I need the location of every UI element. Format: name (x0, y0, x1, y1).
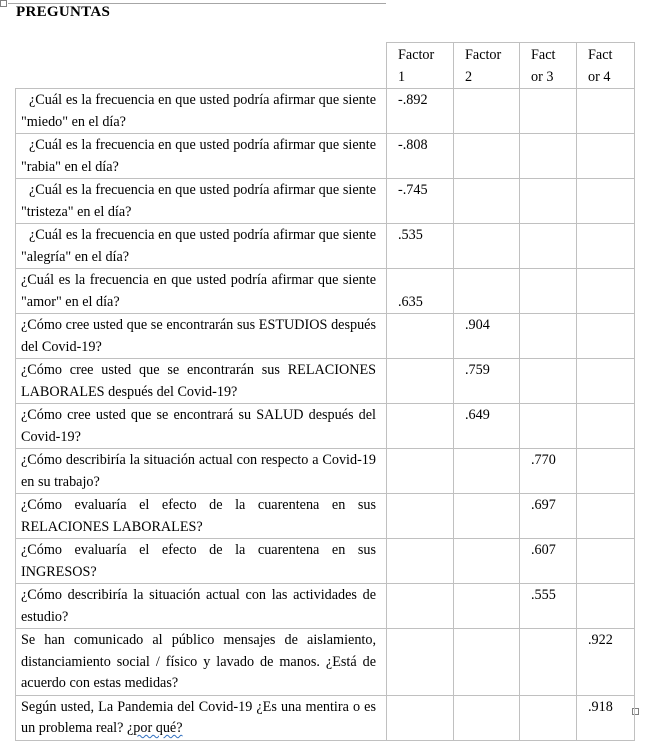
factor-1-cell (387, 314, 454, 359)
factor-2-cell (454, 629, 520, 696)
factor-1-cell: -.745 (387, 179, 454, 224)
factor-3-cell (520, 179, 577, 224)
factor-2-cell (454, 539, 520, 584)
factor-1-cell (387, 629, 454, 696)
factor-1-cell: -.892 (387, 89, 454, 134)
factor-4-cell (577, 314, 635, 359)
factor-3-cell: .697 (520, 494, 577, 539)
factor-1-cell (387, 695, 454, 740)
factor-4-cell (577, 269, 635, 314)
factor-3-cell: .555 (520, 584, 577, 629)
factor-4-cell (577, 359, 635, 404)
header-row (16, 43, 635, 89)
factor-4-cell (577, 89, 635, 134)
table-row (16, 449, 635, 494)
factor-4-cell: .922 (577, 629, 635, 696)
factor-1-cell: .535 (387, 224, 454, 269)
factor-4-cell (577, 584, 635, 629)
factor-3-cell: .607 (520, 539, 577, 584)
table-row (16, 224, 635, 269)
question-cell: ¿Cuál es la frecuencia en que usted podría afirmar que siente "alegría" en el día? (16, 224, 387, 269)
factor-1-cell (387, 494, 454, 539)
factor-3-cell (520, 224, 577, 269)
factor-2-cell (454, 89, 520, 134)
factor-1-cell (387, 584, 454, 629)
factor-3-cell (520, 89, 577, 134)
factor-4-cell (577, 179, 635, 224)
factor-1-cell (387, 449, 454, 494)
factor-2-cell (454, 179, 520, 224)
factor-2-cell: .904 (454, 314, 520, 359)
factor-2-cell (454, 584, 520, 629)
factor-1-cell (387, 359, 454, 404)
table-row (16, 359, 635, 404)
column-header-factor-4: Fact or 4 (577, 43, 635, 89)
factor-2-cell: .649 (454, 404, 520, 449)
factor-2-cell (454, 449, 520, 494)
table-row (16, 584, 635, 629)
factor-3-cell (520, 359, 577, 404)
question-cell: ¿Cómo describiría la situación actual con las actividades de estudio? (16, 584, 387, 629)
factor-2-cell: .759 (454, 359, 520, 404)
table-row (16, 134, 635, 179)
question-cell: ¿Cómo evaluaría el efecto de la cuarentena en sus INGRESOS? (16, 539, 387, 584)
factor-3-cell: .770 (520, 449, 577, 494)
column-header-factor-2: Factor 2 (454, 43, 520, 89)
question-cell: ¿Cómo cree usted que se encontrarán sus ESTUDIOS después del Covid-19? (16, 314, 387, 359)
column-header-factor-3: Fact or 3 (520, 43, 577, 89)
question-cell: ¿Cómo cree usted que se encontrará su SALUD después del Covid-19? (16, 404, 387, 449)
factor-4-cell (577, 134, 635, 179)
table-row (16, 269, 635, 314)
table-row (16, 89, 635, 134)
factor-4-cell (577, 494, 635, 539)
factor-3-cell (520, 404, 577, 449)
question-cell: ¿Cuál es la frecuencia en que usted podría afirmar que siente "miedo" en el día? (16, 89, 387, 134)
question-cell: ¿Cuál es la frecuencia en que usted podría afirmar que siente "rabia" en el día? (16, 134, 387, 179)
factor-3-cell (520, 629, 577, 696)
spellcheck-flagged-text: ¿por qué? (126, 720, 183, 736)
table-row (16, 494, 635, 539)
question-cell: ¿Cómo evaluaría el efecto de la cuarentena en sus RELACIONES LABORALES? (16, 494, 387, 539)
table-row (16, 314, 635, 359)
table-row (16, 539, 635, 584)
table-corner-marker-top (0, 0, 7, 7)
table-row (16, 629, 635, 696)
factor-4-cell (577, 404, 635, 449)
factor-4-cell (577, 539, 635, 584)
factor-2-cell (454, 695, 520, 740)
factor-2-cell (454, 224, 520, 269)
factor-3-cell (520, 695, 577, 740)
question-cell: Se han comunicado al público mensajes de aislamiento, distanciamiento social / físico y lavado de manos. ¿Está de acuerdo con estas medidas? (16, 629, 387, 696)
question-cell: ¿Cuál es la frecuencia en que usted podría afirmar que siente "tristeza" en el día? (16, 179, 387, 224)
factor-1-cell: .635 (387, 269, 454, 314)
factor-1-cell (387, 539, 454, 584)
factor-2-cell (454, 494, 520, 539)
factor-2-cell (454, 269, 520, 314)
question-cell: ¿Cuál es la frecuencia en que usted podría afirmar que siente "amor" en el día? (16, 269, 387, 314)
factor-3-cell (520, 314, 577, 359)
question-cell: ¿Cómo cree usted que se encontrarán sus RELACIONES LABORALES después del Covid-19? (16, 359, 387, 404)
factor-table (15, 42, 635, 741)
factor-3-cell (520, 269, 577, 314)
factor-1-cell (387, 404, 454, 449)
factor-4-cell (577, 449, 635, 494)
factor-1-cell: -.808 (387, 134, 454, 179)
factor-4-cell: .918 (577, 695, 635, 740)
factor-2-cell (454, 134, 520, 179)
factor-3-cell (520, 134, 577, 179)
table-row (16, 179, 635, 224)
section-heading: PREGUNTAS (16, 4, 111, 20)
factor-4-cell (577, 224, 635, 269)
question-cell: ¿Cómo describiría la situación actual con respecto a Covid-19 en su trabajo? (16, 449, 387, 494)
table-row (16, 404, 635, 449)
question-cell: Según usted, La Pandemia del Covid-19 ¿Es una mentira o es un problema real? ¿por qué? (16, 695, 387, 740)
column-header-factor-1: Factor 1 (387, 43, 454, 89)
header-blank-cell (16, 43, 387, 89)
table-row (16, 695, 635, 740)
